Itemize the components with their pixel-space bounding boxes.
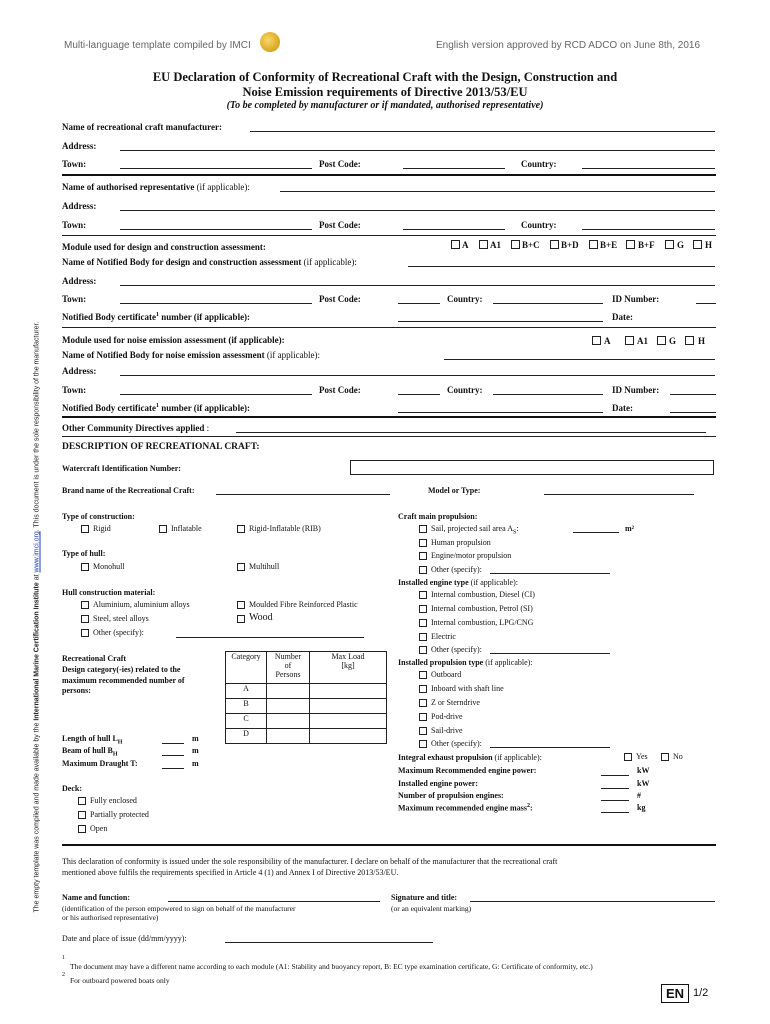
aluminium-checkbox[interactable] [81,601,89,609]
module-design-g-label: G [677,240,685,250]
propulsion-label: Craft main propulsion: [398,512,478,521]
category-row-label: C [226,714,267,729]
engine-count-label: Number of propulsion engines: [398,791,504,800]
maxload-cell[interactable] [310,684,387,699]
human-checkbox[interactable] [419,539,427,547]
deck-partial-checkbox[interactable] [78,811,86,819]
doc-title-line1: EU Declaration of Conformity of Recreational Craft with the Design, Construction and [152,70,618,84]
module-design-postcode-field[interactable] [398,303,440,304]
hull-type-label: Type of hull: [62,549,106,558]
engine-electric-label: Electric [431,632,456,641]
deck-fully-label: Fully enclosed [90,796,137,805]
prop-saildrive-checkbox[interactable] [419,727,427,735]
engine-other-checkbox[interactable] [419,646,427,654]
maxload-cell[interactable] [310,699,387,714]
human-label: Human propulsion [431,538,491,547]
module-design-bf-checkbox[interactable] [626,240,635,249]
module-design-id-label: ID Number: [612,294,660,304]
module-design-cert-label: Notified Body certificate$^1$ number (if applicable): [62,312,251,322]
module-design-h-label: H [705,240,713,250]
name-function-field[interactable] [168,901,380,902]
prop-outboard-label: Outboard [431,670,462,679]
representative-address-field[interactable] [120,210,715,211]
name-function-note-2: or his authorised representative) [62,913,159,922]
footnote-1-number: 1 [62,955,65,961]
representative-name-field[interactable] [280,191,715,192]
engine-electric-checkbox[interactable] [419,633,427,641]
sail-area-field[interactable] [573,532,619,533]
category-intro-1: Recreational Craft [62,654,127,663]
exhaust-yes-label: Yes [636,752,648,761]
module-noise-country-field[interactable] [493,394,603,395]
max-power-unit: kW [637,766,650,775]
manufacturer-town-label: Town: [62,159,87,169]
module-noise-a1-checkbox[interactable] [625,336,634,345]
propulsion-other-field[interactable] [490,573,610,574]
module-design-be-checkbox[interactable] [589,240,598,249]
manufacturer-name-field[interactable] [250,131,715,132]
category-row-label: B [226,699,267,714]
module-noise-id-label: ID Number: [612,385,660,395]
prop-type-label: Installed propulsion type (if applicable): [398,658,533,667]
module-design-town-label: Town: [62,294,87,304]
module-design-cert-field[interactable] [398,321,603,322]
module-noise-g-label: G [669,336,677,346]
category-row-label: A [226,684,267,699]
section-divider [62,416,716,418]
description-heading: DESCRIPTION OF RECREATIONAL CRAFT: [62,442,260,452]
category-table [225,651,387,744]
persons-cell[interactable] [267,729,310,744]
header-left-text: Multi-language template compiled by IMCI [64,40,251,51]
section-divider [62,844,716,846]
manufacturer-postcode-field[interactable] [403,168,505,169]
deck-open-checkbox[interactable] [78,825,86,833]
module-design-bc-label: B+C [522,240,540,250]
propulsion-other-label: Other (specify): [431,565,482,574]
inflatable-label: Inflatable [171,524,202,533]
category-intro-4: persons: [62,686,91,695]
imci-link[interactable]: www.imci.org [33,531,41,573]
prop-pod-label: Pod-drive [431,712,463,721]
module-design-date-label: Date: [612,312,633,322]
material-label: Hull construction material: [62,588,156,597]
doc-title-line2: Noise Emission requirements of Directive 2013/53/EU [242,85,528,99]
other-directives-label: Other Community Directives applied : [62,423,210,433]
engine-mass-label: Maximum recommended engine mass$^2$: [398,803,533,813]
material-other-field[interactable] [176,637,364,638]
module-noise-a-checkbox[interactable] [592,336,601,345]
manufacturer-address-label: Address: [62,141,97,151]
module-design-a-label: A [462,240,469,250]
module-design-address-field[interactable] [120,285,715,286]
declaration-line2: mentioned above fulfils the requirements specified in Article 4 (1) and Annex I of Directive 2013/53/EU. [62,868,399,877]
rigid-checkbox[interactable] [81,525,89,533]
engine-count-field[interactable] [601,800,629,801]
propulsion-other-checkbox[interactable] [419,566,427,574]
module-design-address-label: Address: [62,276,97,286]
prop-outboard-checkbox[interactable] [419,671,427,679]
module-noise-h-checkbox[interactable] [685,336,694,345]
deck-open-label: Open [90,824,108,833]
aluminium-label: Aluminium, aluminium alloys [93,600,190,609]
steel-label: Steel, steel alloys [93,614,149,623]
prop-sterndrive-label: Z or Sterndrive [431,698,480,707]
exhaust-no-label: No [673,752,683,761]
module-noise-address-label: Address: [62,366,97,376]
section-divider [62,436,716,437]
max-power-label: Maximum Recommended engine power: [398,766,537,775]
footnote-1-text: The document may have a different name according to each module (A1: Stability and buoyancy report, B: EC type examination certificate, G: Certificate of conformity, etc.) [70,962,593,971]
representative-town-field[interactable] [120,229,312,230]
persons-col-header: Number of Persons [267,652,310,684]
rib-checkbox[interactable] [237,525,245,533]
steel-checkbox[interactable] [81,615,89,623]
module-design-a1-checkbox[interactable] [479,240,488,249]
module-noise-date-field[interactable] [670,412,716,413]
module-design-be-label: B+E [600,240,618,250]
installed-power-label: Installed engine power: [398,779,478,788]
length-field[interactable] [162,743,184,744]
win-input[interactable] [350,460,714,475]
model-label: Model or Type: [428,486,481,495]
maxload-cell[interactable] [310,714,387,729]
module-noise-address-field[interactable] [120,375,715,376]
prop-saildrive-label: Sail-drive [431,726,463,735]
brand-field[interactable] [216,494,390,495]
module-noise-g-checkbox[interactable] [657,336,666,345]
engine-label: Engine/motor propulsion [431,551,512,560]
wood-label: Wood [249,612,273,623]
frp-label: Moulded Fibre Reinforced Plastic [249,600,358,609]
multihull-checkbox[interactable] [237,563,245,571]
representative-town-label: Town: [62,220,87,230]
module-design-a-checkbox[interactable] [451,240,460,249]
module-noise-town-field[interactable] [120,394,312,395]
module-design-country-label: Country: [447,294,483,304]
representative-country-label: Country: [521,220,557,230]
module-design-label: Module used for design and construction assessment: [62,242,266,252]
module-noise-a1-label: A1 [637,336,648,346]
module-noise-id-field[interactable] [670,394,716,395]
deck-partial-label: Partially protected [90,810,149,819]
section-divider [62,174,716,176]
module-noise-postcode-label: Post Code: [319,385,361,395]
material-other-label: Other (specify): [93,628,144,637]
prop-other-checkbox[interactable] [419,740,427,748]
section-divider [62,327,716,328]
prop-inboard-label: Inboard with shaft line [431,684,504,693]
persons-cell[interactable] [267,714,310,729]
beam-field[interactable] [162,755,184,756]
other-directives-field[interactable] [236,432,706,433]
engine-type-label: Installed engine type (if applicable): [398,578,518,587]
module-design-bc-checkbox[interactable] [511,240,520,249]
module-design-g-checkbox[interactable] [665,240,674,249]
installed-power-field[interactable] [601,788,629,789]
footnote-2-text: For outboard powered boats only [70,976,170,985]
draught-field[interactable] [162,768,184,769]
module-design-h-checkbox[interactable] [693,240,702,249]
persons-cell[interactable] [267,684,310,699]
module-design-id-field[interactable] [696,303,716,304]
page-number: 1/2 [693,987,709,999]
deck-label: Deck: [62,784,82,793]
engine-checkbox[interactable] [419,552,427,560]
section-divider [62,235,716,236]
engine-diesel-checkbox[interactable] [419,591,427,599]
sail-unit: m² [625,524,635,533]
engine-mass-field[interactable] [601,812,629,813]
representative-name-label: Name of authorised representative (if applicable): [62,182,250,192]
engine-petrol-checkbox[interactable] [419,605,427,613]
category-row-label: D [226,729,267,744]
module-noise-cert-field[interactable] [398,412,603,413]
exhaust-no-checkbox[interactable] [661,753,669,761]
module-noise-label: Module used for noise emission assessment (if applicable): [62,335,285,345]
module-design-bd-label: B+D [561,240,579,250]
module-design-country-field[interactable] [493,303,603,304]
exhaust-label: Integral exhaust propulsion (if applicable): [398,753,542,762]
draught-label: Maximum Draught T: [62,759,138,768]
draught-unit: m [192,759,199,768]
module-design-bf-label: B+F [638,240,655,250]
name-function-note-1: (identification of the person empowered to sign on behalf of the manufacturer [62,904,296,913]
manufacturer-town-field[interactable] [120,168,312,169]
engine-diesel-label: Internal combustion, Diesel (CI) [431,590,535,599]
imci-logo [260,32,280,52]
prop-other-field[interactable] [490,747,610,748]
monohull-checkbox[interactable] [81,563,89,571]
engine-mass-unit: kg [637,803,646,812]
installed-power-unit: kW [637,779,650,788]
representative-postcode-label: Post Code: [319,220,361,230]
module-noise-h-label: H [698,336,706,346]
max-power-field[interactable] [601,775,629,776]
date-place-label: Date and place of issue (dd/mm/yyyy): [62,934,187,943]
representative-address-label: Address: [62,201,97,211]
rib-label: Rigid-Inflatable (RIB) [249,524,321,533]
maxload-col-header: Max Load [kg] [310,652,387,684]
prop-sterndrive-checkbox[interactable] [419,699,427,707]
prop-other-label: Other (specify): [431,739,482,748]
module-noise-cert-label: Notified Body certificate$^1$ number (if applicable): [62,403,251,413]
inflatable-checkbox[interactable] [159,525,167,533]
module-design-nb-label: Name of Notified Body for design and construction assessment (if applicable): [62,257,357,267]
module-noise-nb-label: Name of Notified Body for noise emission assessment (if applicable): [62,350,321,360]
signature-label: Signature and title: [391,893,458,902]
persons-cell[interactable] [267,699,310,714]
category-intro-2: Design category(-ies) related to the [62,665,181,674]
side-notice: The empty template was compiled and made available by the International Marine Certification Institute at www.imci.org. This document is under the sole responsibility of the manufacturer. [33,321,41,913]
prop-pod-checkbox[interactable] [419,713,427,721]
representative-postcode-field[interactable] [403,229,505,230]
multihull-label: Multihull [249,562,280,571]
manufacturer-country-label: Country: [521,159,557,169]
engine-lpg-label: Internal combustion, LPG/CNG [431,618,534,627]
doc-subtitle: (To be completed by manufacturer or if mandated, authorised representative) [226,100,544,111]
engine-other-label: Other (specify): [431,645,482,654]
signature-field[interactable] [470,901,715,902]
exhaust-yes-checkbox[interactable] [624,753,632,761]
material-other-checkbox[interactable] [81,629,89,637]
wood-checkbox[interactable] [237,615,245,623]
beam-unit: m [192,746,199,755]
length-label: Length of hull $L_H$ [62,734,123,746]
module-design-postcode-label: Post Code: [319,294,361,304]
module-design-a1-label: A1 [490,240,501,250]
header-right-text: English version approved by RCD ADCO on June 8th, 2016 [436,40,701,51]
manufacturer-address-field[interactable] [120,150,715,151]
monohull-label: Monohull [93,562,125,571]
module-noise-date-label: Date: [612,403,633,413]
module-design-town-field[interactable] [120,303,312,304]
module-noise-a-label: A [604,336,611,346]
engine-count-unit: # [637,791,641,800]
sail-checkbox[interactable] [419,525,427,533]
construction-label: Type of construction: [62,512,135,521]
deck-fully-checkbox[interactable] [78,797,86,805]
manufacturer-postcode-label: Post Code: [319,159,361,169]
footnote-2-number: 2 [62,972,65,978]
module-design-bd-checkbox[interactable] [550,240,559,249]
beam-label: Beam of hull $B_H$ [62,746,118,758]
manufacturer-name-label: Name of recreational craft manufacturer: [62,122,222,132]
prop-inboard-checkbox[interactable] [419,685,427,693]
signature-note: (or an equivalent marking) [391,904,472,913]
name-function-label: Name and function: [62,893,131,902]
category-intro-3: maximum recommended number of [62,676,185,685]
engine-other-field[interactable] [490,653,610,654]
engine-lpg-checkbox[interactable] [419,619,427,627]
date-place-field[interactable] [225,942,433,943]
category-col-header: Category [226,652,267,684]
brand-label: Brand name of the Recreational Craft: [62,486,195,495]
model-field[interactable] [544,494,694,495]
declaration-line1: This declaration of conformity is issued under the sole responsibility of the manufacturer. I declare on behalf of the manufacturer that the recreational craft [62,857,558,866]
representative-country-field[interactable] [582,229,715,230]
engine-petrol-label: Internal combustion, Petrol (SI) [431,604,533,613]
rigid-label: Rigid [93,524,111,533]
module-noise-country-label: Country: [447,385,483,395]
frp-checkbox[interactable] [237,601,245,609]
module-noise-postcode-field[interactable] [398,394,440,395]
language-badge: EN [661,984,689,1003]
module-design-nb-field[interactable] [408,266,715,267]
manufacturer-country-field[interactable] [582,168,715,169]
module-noise-town-label: Town: [62,385,87,395]
module-noise-nb-field[interactable] [444,359,715,360]
maxload-cell[interactable] [310,729,387,744]
sail-label: Sail, projected sail area $A_S$: [431,524,519,536]
length-unit: m [192,734,199,743]
win-label: Watercraft Identification Number: [62,464,181,473]
